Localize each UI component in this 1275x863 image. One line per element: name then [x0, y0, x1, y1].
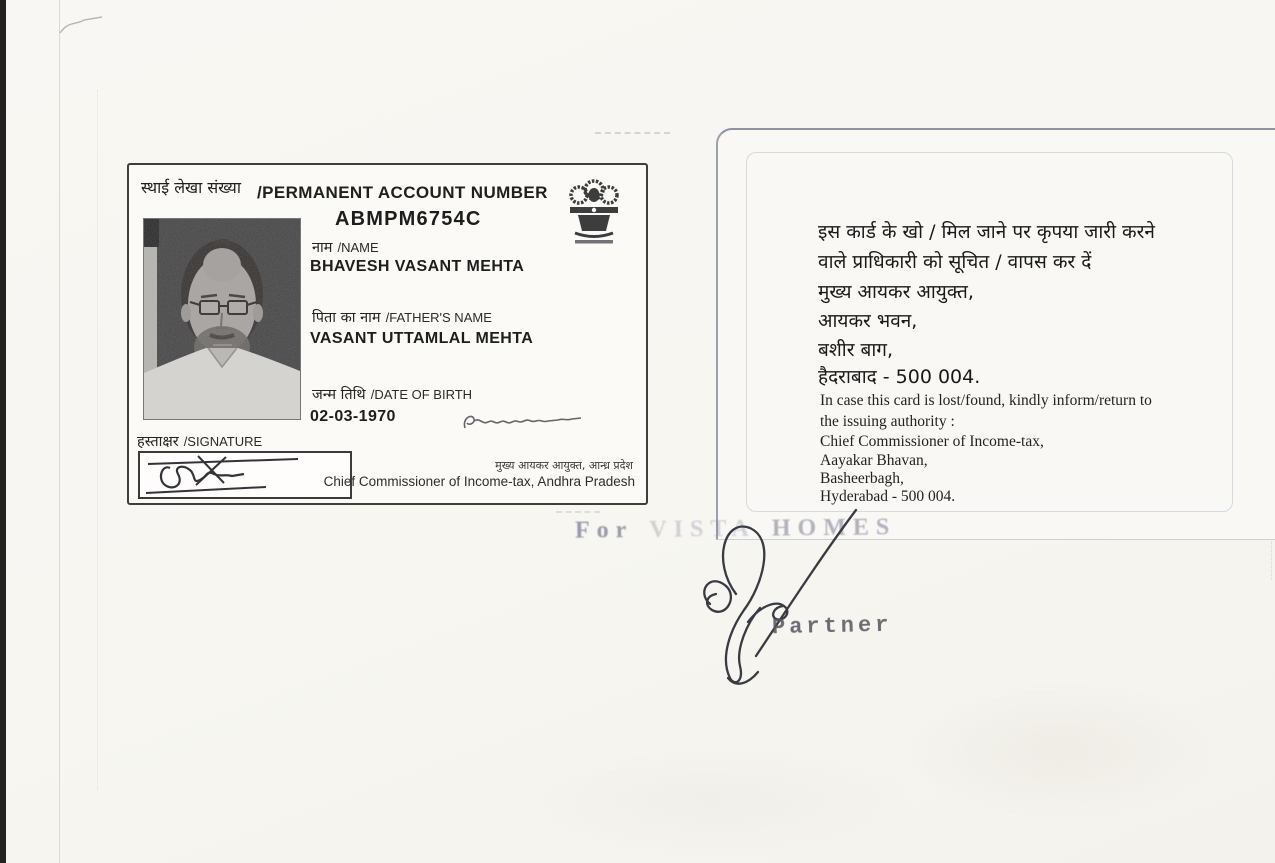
father-label-hindi: पिता का नाम [312, 310, 381, 326]
back-hindi-line: मुख्य आयकर आयुक्त, [818, 281, 974, 303]
dob-label [312, 384, 472, 404]
pan-title-english: /PERMANENT ACCOUNT NUMBER [257, 183, 548, 202]
fold-line [59, 0, 60, 863]
ashoka-emblem-icon [563, 178, 625, 246]
dob-label-hindi: जन्म तिथि [312, 387, 366, 403]
name-label-hindi: नाम [312, 240, 333, 256]
scan-dark-edge [0, 0, 6, 863]
signature-label-english: /SIGNATURE [183, 434, 263, 449]
back-hindi-line: इस कार्ड के खो / मिल जाने पर कृपया जारी करने [818, 221, 1155, 243]
pan-title-hindi: स्थाई लेखा संख्या [141, 178, 241, 197]
pan-number: ABMPM6754C [335, 208, 482, 230]
back-english-line: Chief Commissioner of Income-tax, [820, 433, 1044, 450]
back-english-line: In case this card is lost/found, kindly inform/return to [820, 392, 1152, 409]
dob-label-english: /DATE OF BIRTH [370, 387, 473, 402]
father-name-label [312, 307, 492, 327]
scan-dash-artifact [595, 132, 670, 134]
holder-signature [140, 453, 350, 497]
officer-signature [459, 410, 587, 440]
pan-card-front [127, 163, 648, 505]
father-label-english: /FATHER'S NAME [385, 310, 492, 325]
partner-signature [640, 502, 890, 712]
signature-box [138, 451, 352, 499]
back-english-line: Basheerbagh, [820, 470, 904, 487]
back-english-line: Hyderabad - 500 004. [820, 488, 956, 505]
fold-line-faint [97, 90, 98, 790]
name-label [312, 237, 379, 257]
back-hindi-line: बशीर बाग, [818, 339, 894, 361]
back-english-line: the issuing authority : [820, 413, 955, 430]
back-hindi-line: आयकर भवन, [818, 310, 918, 332]
signature-label [137, 431, 262, 451]
paper-mottle [900, 680, 1220, 820]
father-name: VASANT UTTAMLAL MEHTA [310, 330, 534, 347]
date-of-birth: 02-03-1970 [310, 408, 396, 425]
back-english-line: Aayakar Bhavan, [820, 452, 928, 469]
back-hindi-line: हैदराबाद - 500 004. [818, 366, 981, 388]
issuer-english: Chief Commissioner of Income-tax, Andhra Pradesh [323, 474, 635, 489]
issuer-hindi: मुख्य आयकर आयुक्त, आन्ध्र प्रदेश [495, 459, 633, 472]
stamp-word-company2: HOMES [771, 514, 897, 542]
crease-mark [52, 5, 112, 41]
holder-photo [144, 219, 300, 419]
scan-dash-artifact [556, 511, 600, 513]
stamp-word-company: VISTA [649, 515, 757, 543]
signature-label-hindi: हस्ताक्षर [137, 434, 179, 450]
paper-mottle [500, 740, 920, 860]
holder-name: BHAVESH VASANT MEHTA [310, 258, 525, 275]
stamp-title-partner: Partner [771, 612, 893, 641]
name-label-english: /NAME [337, 240, 379, 255]
back-hindi-line: वाले प्राधिकारी को सूचित / वापस कर दें [818, 251, 1092, 273]
stamp-word-for: For [574, 517, 634, 544]
